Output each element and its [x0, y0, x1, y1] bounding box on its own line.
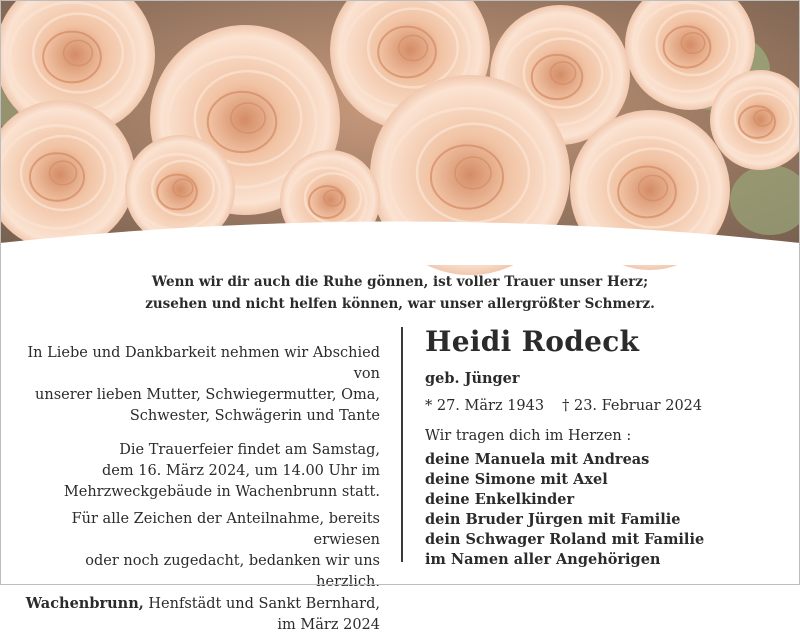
birth-name: geb. Jünger — [425, 370, 520, 387]
life-dates — [425, 396, 785, 416]
place-line — [20, 593, 380, 615]
mourner-item: dein Bruder Jürgen mit Familie — [425, 511, 681, 528]
verse-line-1: Wenn wir dir auch die Ruhe gönnen, ist voller Trauer unser Herz; — [151, 274, 649, 290]
service-line-1: Die Trauerfeier findet am Samstag, — [119, 442, 380, 458]
thanks-line-1: Für alle Zeichen der Anteilnahme, bereits erwiesen — [71, 511, 380, 548]
announcement-text — [20, 343, 380, 636]
birth-date: * 27. März 1943 — [425, 398, 545, 414]
mourner-item: deine Enkelkinder — [425, 491, 575, 508]
mourner-item: dein Schwager Roland mit Familie — [425, 531, 705, 548]
farewell-line-2: unserer lieben Mutter, Schwiegermutter, Oma, — [35, 387, 380, 403]
farewell-line-3: Schwester, Schwägerin und Tante — [129, 408, 380, 424]
place-town: Wachenbrunn, — [25, 595, 144, 612]
farewell-line-1: In Liebe und Dankbarkeit nehmen wir Abschied von — [27, 345, 380, 382]
mourner-item: deine Simone mit Axel — [425, 471, 608, 488]
place-date: im März 2024 — [277, 617, 380, 633]
memorial-verse — [0, 271, 800, 315]
column-divider — [401, 327, 403, 562]
mourners-list — [425, 450, 785, 570]
mourner-item: deine Manuela mit Andreas — [425, 451, 650, 468]
deceased-name: Heidi Rodeck — [425, 325, 640, 358]
death-date: † 23. Februar 2024 — [562, 398, 703, 414]
place-rest: Henfstädt und Sankt Bernhard, — [143, 596, 380, 612]
service-line-2: dem 16. März 2024, um 14.00 Uhr im — [102, 463, 380, 479]
verse-line-2: zusehen und nicht helfen können, war unser allergrößter Schmerz. — [145, 296, 655, 312]
mourner-item: im Namen aller Angehörigen — [425, 551, 661, 568]
mourners-intro: Wir tragen dich im Herzen : — [425, 428, 632, 444]
thanks-line-2: oder noch zugedacht, bedanken wir uns herzlich. — [85, 553, 380, 590]
roses-header-image — [0, 0, 800, 265]
deceased-info — [425, 322, 785, 570]
service-line-3: Mehrzweckgebäude in Wachenbrunn statt. — [63, 484, 380, 500]
